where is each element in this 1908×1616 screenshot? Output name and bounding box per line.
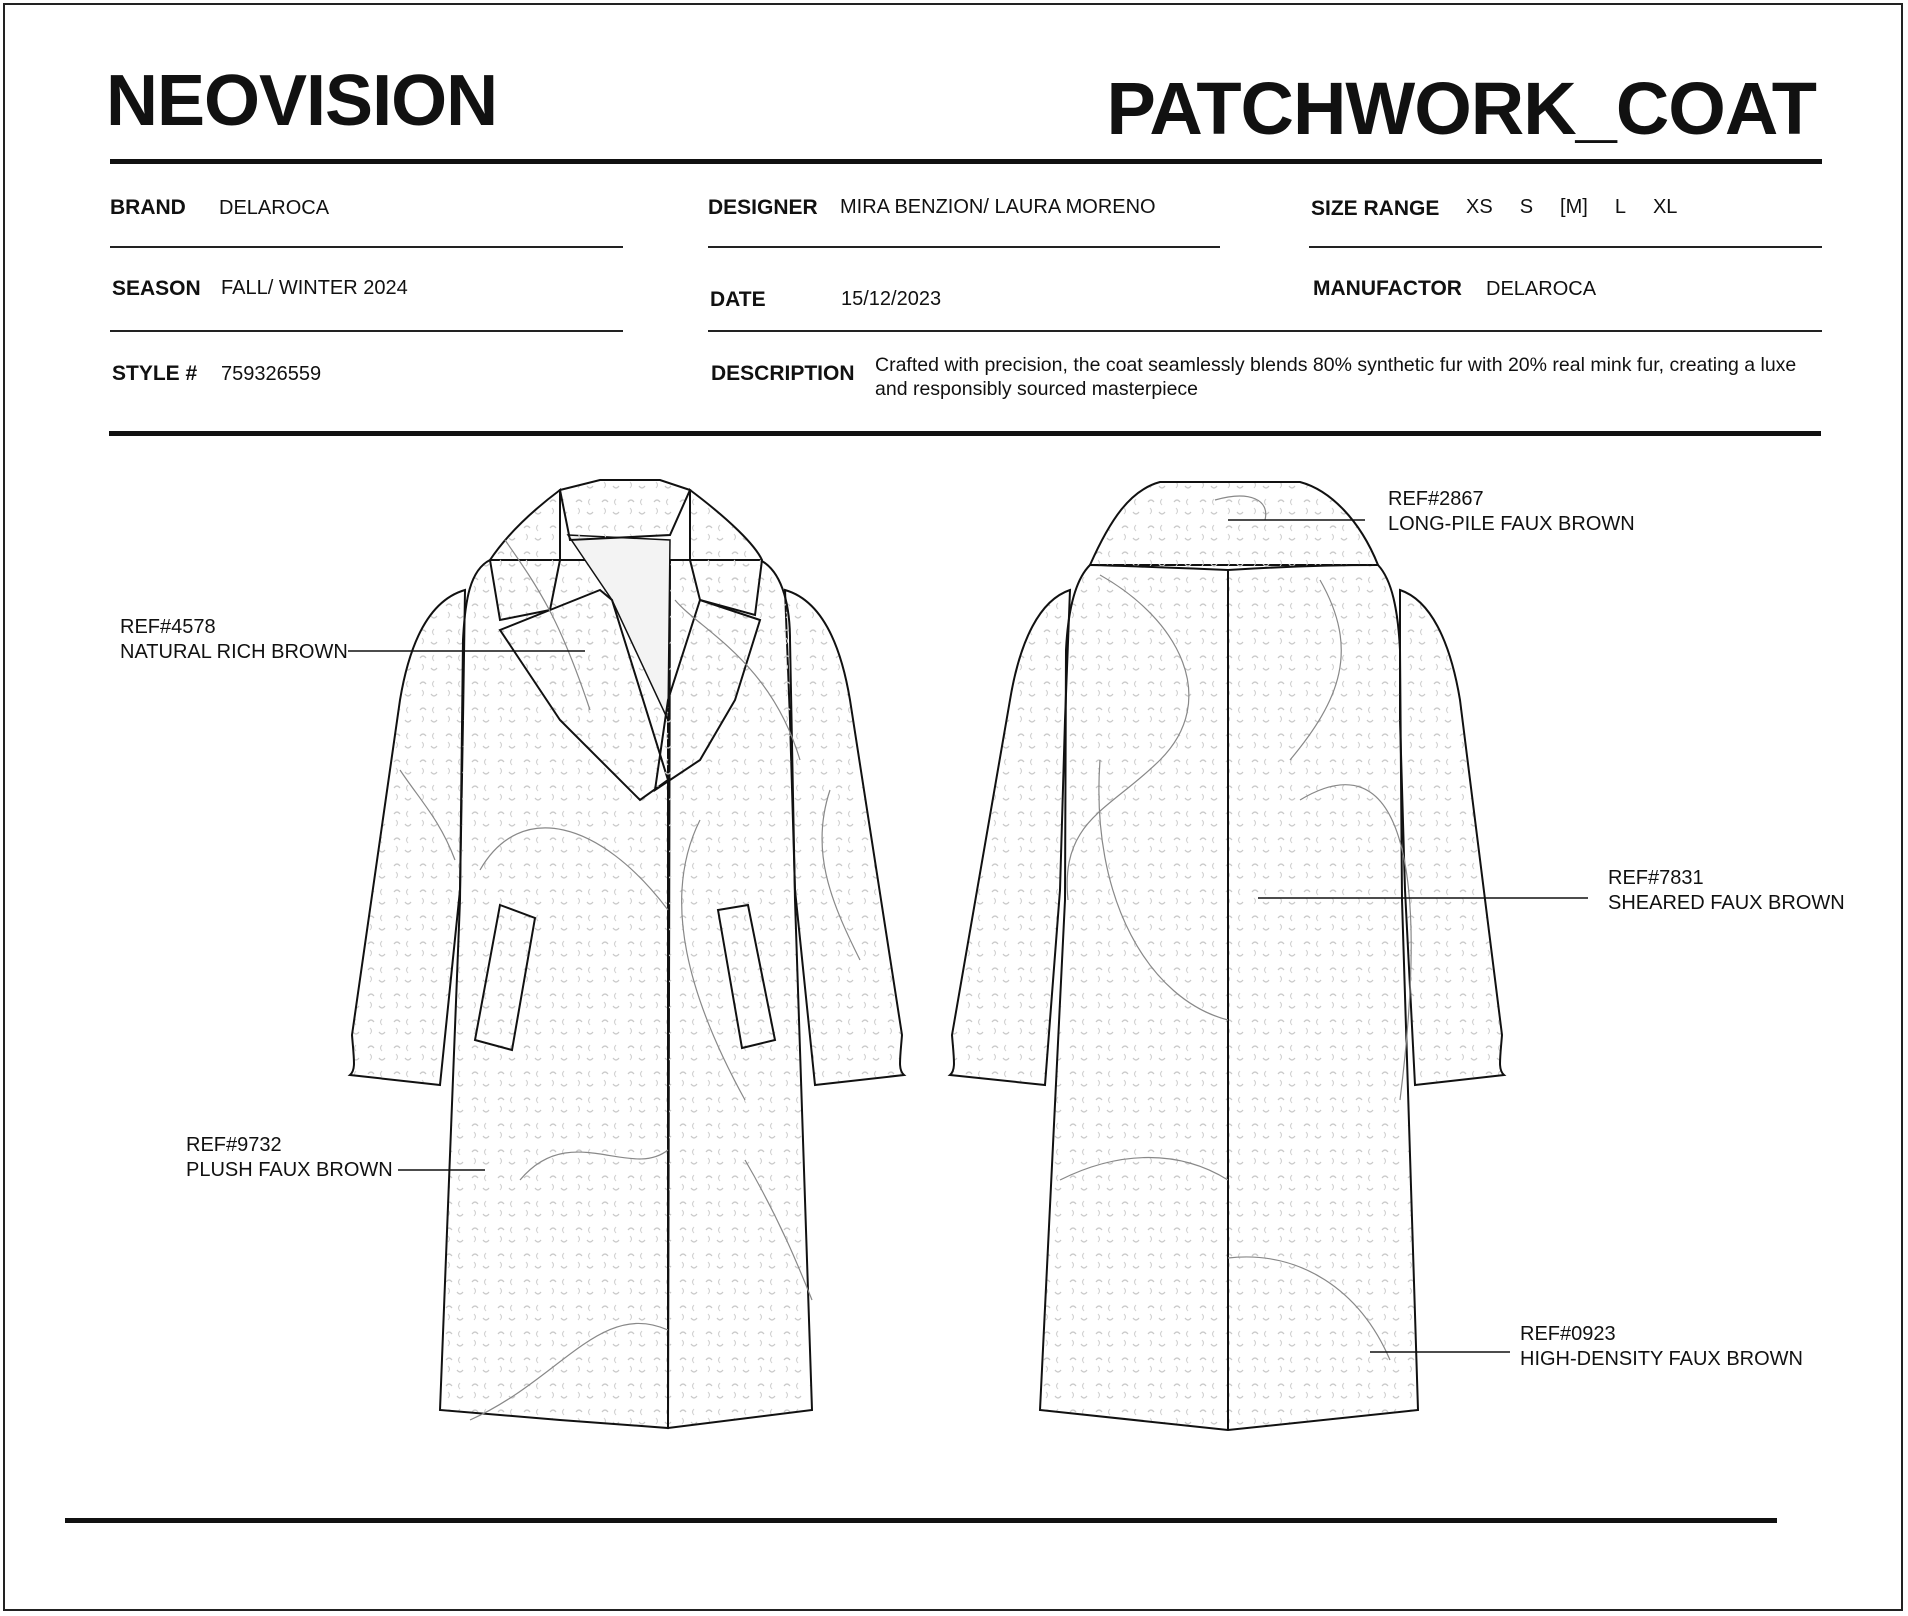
back-right-sleeve <box>1400 590 1504 1085</box>
season-label: SEASON <box>112 277 201 300</box>
back-left-sleeve <box>950 590 1070 1085</box>
callout-ref-number: REF#0923 <box>1520 1323 1616 1345</box>
brand-label: BRAND <box>110 196 186 219</box>
description-label: DESCRIPTION <box>711 362 855 385</box>
style-number-value: 759326559 <box>221 363 322 385</box>
date-value: 15/12/2023 <box>841 288 942 310</box>
callout-ref-number: REF#4578 <box>120 616 216 638</box>
front-right-sleeve <box>785 590 904 1085</box>
back-collar <box>1090 482 1378 570</box>
manufactor-value: DELAROCA <box>1486 278 1597 300</box>
size-range-label: SIZE RANGE <box>1311 197 1440 220</box>
callout-material-name: HIGH-DENSITY FAUX BROWN <box>1520 1348 1803 1370</box>
coat-back-view <box>950 482 1588 1430</box>
brand-logo: NEOVISION <box>106 61 498 141</box>
callout-material-name: LONG-PILE FAUX BROWN <box>1388 513 1635 535</box>
front-left-sleeve <box>350 590 465 1085</box>
size-xs: XS <box>1466 196 1493 218</box>
coat-front-view <box>348 480 904 1428</box>
brand-value: DELAROCA <box>219 197 330 219</box>
designer-label: DESIGNER <box>708 196 818 219</box>
footer-divider <box>65 1518 1777 1523</box>
callout-material-name: PLUSH FAUX BROWN <box>186 1159 393 1181</box>
style-title: PATCHWORK_COAT <box>1106 67 1816 150</box>
size-m-selected: [M] <box>1560 196 1588 218</box>
callout-material-name: NATURAL RICH BROWN <box>120 641 348 663</box>
callout-ref-number: REF#7831 <box>1608 867 1704 889</box>
size-s: S <box>1519 196 1534 218</box>
size-xl: XL <box>1652 196 1678 218</box>
size-l: L <box>1614 196 1626 218</box>
description-value: Crafted with precision, the coat seamlessly blends 80% synthetic fur with 20% real mink fur, creating a luxe and responsibly sourced masterpiece <box>875 354 1797 400</box>
callout-ref-number: REF#2867 <box>1388 488 1484 510</box>
season-value: FALL/ WINTER 2024 <box>221 277 408 299</box>
designer-value: MIRA BENZION/ LAURA MORENO <box>840 196 1156 218</box>
date-label: DATE <box>710 288 766 311</box>
callout-ref-number: REF#9732 <box>186 1134 282 1156</box>
style-number-label: STYLE # <box>112 362 198 385</box>
manufactor-label: MANUFACTOR <box>1313 277 1462 300</box>
callout-material-name: SHEARED FAUX BROWN <box>1608 892 1845 914</box>
